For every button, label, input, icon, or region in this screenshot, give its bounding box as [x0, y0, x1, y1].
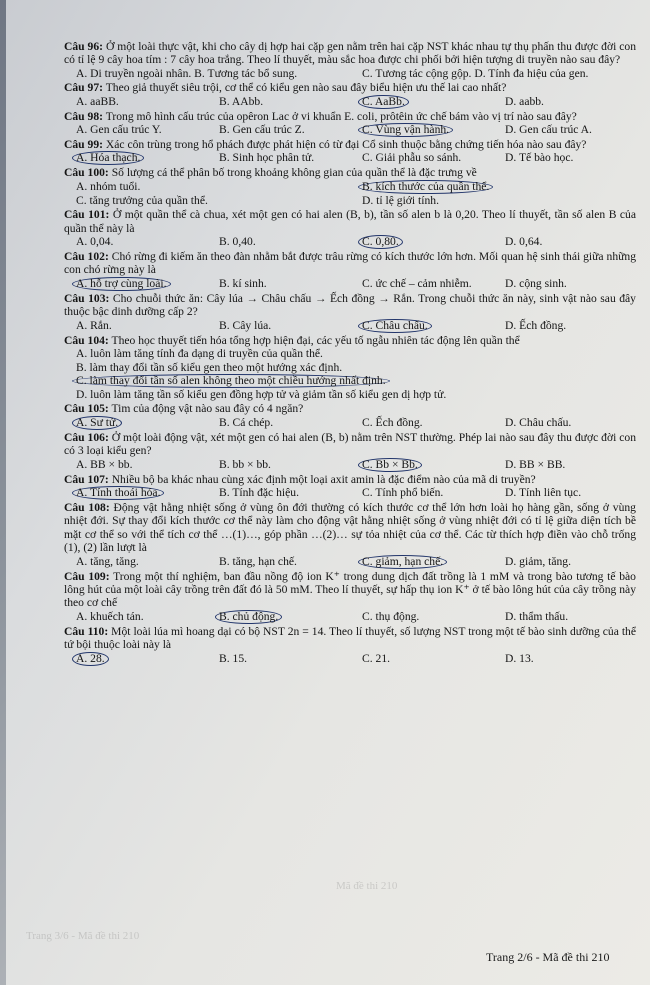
question	[64, 625, 636, 666]
answer-options	[64, 555, 636, 569]
question	[64, 431, 636, 472]
answer-text: C. tăng trưởng của quần thể.	[76, 193, 208, 207]
question	[64, 208, 636, 249]
answer-option	[207, 277, 350, 291]
answer-options	[64, 151, 636, 165]
answer-option	[64, 347, 636, 360]
circled-answer: A. hỗ trợ cùng loài.	[72, 277, 171, 291]
question-number: Câu 101:	[64, 208, 110, 222]
answer-option	[493, 277, 636, 291]
circled-answer: C. AaBb.	[358, 95, 409, 109]
question-stem	[64, 208, 636, 235]
question-text: Trong một thí nghiệm, ban đầu nồng độ ion K⁺ trong dung dịch đất trồng là 1 mM và trong bào tương tế bào lông hút của một loài cây trồng trên đất đó là 50 mM. Theo lí thuyết, sự hấp thụ ion K⁺ ở tế bào lông hút của cây trồng này theo cơ chế	[64, 569, 636, 610]
question	[64, 501, 636, 569]
answer-option	[350, 151, 493, 165]
answer-text: B. Cây lúa.	[219, 318, 272, 332]
answer-option	[64, 235, 207, 249]
answer-option	[350, 235, 493, 249]
circled-answer: A. Hóa thạch.	[72, 151, 144, 165]
question-stem	[64, 250, 636, 277]
answer-option	[64, 388, 636, 401]
circled-answer: A. Sư tử.	[72, 416, 122, 430]
circled-answer: C. Vùng vận hành.	[358, 123, 453, 137]
question-number: Câu 108:	[64, 500, 110, 514]
answer-option	[350, 555, 493, 569]
bleedthrough-text: Mã đề thi 210	[336, 880, 398, 892]
question	[64, 81, 636, 108]
question-stem	[64, 402, 636, 415]
circled-answer: B. kích thước của quần thể.	[358, 180, 493, 194]
answer-option	[493, 555, 636, 569]
answer-text: A. khuếch tán.	[76, 609, 144, 623]
question-stem	[64, 110, 636, 123]
question-text: Cho chuỗi thức ăn: Cây lúa → Châu chấu → Ếch đồng → Rắn. Trong chuỗi thức ăn này, sinh vật nào sau đây thuộc bậc dinh dưỡng cấp 2?	[64, 291, 636, 319]
answer-options	[64, 123, 636, 137]
circled-answer: C. Bb × Bb.	[358, 458, 422, 472]
answer-text: D. 13.	[505, 651, 534, 665]
answer-text: C. 21.	[362, 651, 391, 665]
answer-text: B. 0,40.	[219, 235, 256, 249]
answer-option	[493, 235, 636, 249]
question-text: Trong mô hình cấu trúc của opêron Lac ở vi khuẩn E. coli, prôtêin ức chế bám vào vị trí nào sau đây?	[105, 109, 577, 123]
question-text: Ở một loài động vật, xét một gen có hai alen (B, b) nằm trên NST thường. Phép lai nào sau đây thu được đời con có 3 loại kiểu gen?	[64, 430, 636, 458]
question-number: Câu 96:	[64, 40, 103, 53]
question-number: Câu 109:	[64, 569, 110, 583]
answer-option	[350, 277, 493, 291]
answer-option	[493, 416, 636, 430]
answer-option	[493, 123, 636, 137]
bleedthrough-text: Trang 3/6 - Mã đề thi 210	[26, 930, 140, 942]
question-stem	[64, 501, 636, 555]
question-number: Câu 104:	[64, 333, 109, 347]
circled-answer: C. giảm, hạn chế.	[358, 555, 447, 569]
question-number: Câu 98:	[64, 109, 103, 123]
answer-text: D. aabb.	[505, 94, 544, 108]
answer-text: B. tăng, hạn chế.	[219, 554, 297, 568]
answer-option	[350, 123, 493, 137]
answer-option	[64, 277, 207, 291]
question-number: Câu 99:	[64, 138, 103, 152]
circled-answer: B. chủ động.	[215, 610, 282, 624]
answer-option	[493, 319, 636, 333]
answer-options	[64, 458, 636, 472]
question-list	[64, 40, 636, 667]
answer-options	[64, 652, 636, 666]
answer-text: A. Di truyền ngoài nhân. B. Tương tác bổ sung.	[76, 66, 298, 80]
question-number: Câu 100:	[64, 166, 109, 180]
answer-text: C. Tính phổ biến.	[362, 485, 444, 499]
page-footer: Trang 2/6 - Mã đề thi 210	[486, 950, 610, 964]
answer-option	[207, 610, 350, 624]
answer-text: B. Sinh học phân tử.	[219, 151, 315, 165]
answer-text: C. ức chế – cảm nhiễm.	[362, 276, 472, 290]
answer-text: B. AAbb.	[219, 94, 264, 108]
circled-answer: A. 28.	[72, 652, 109, 666]
answer-options	[64, 235, 636, 249]
answer-option	[64, 180, 350, 194]
question	[64, 110, 636, 137]
answer-options	[64, 416, 636, 430]
answer-text: C. Giải phẫu so sánh.	[362, 151, 462, 165]
question-stem	[64, 431, 636, 458]
question-text: Chó rừng đi kiếm ăn theo đàn nhằm bắt được trâu rừng có kích thước lớn hơn. Mối quan hệ sinh thái giữa những con chó rừng này là	[64, 250, 636, 277]
question	[64, 292, 636, 333]
answer-option	[350, 67, 636, 80]
answer-text: B. 15.	[219, 651, 248, 665]
answer-options	[64, 347, 636, 401]
answer-option	[64, 67, 350, 80]
question-stem	[64, 625, 636, 652]
answer-option	[64, 486, 207, 500]
answer-options	[64, 180, 636, 207]
answer-text: C. Tương tác cộng gộp. D. Tính đa hiệu của gen.	[362, 66, 589, 80]
answer-option	[207, 123, 350, 137]
answer-option	[64, 194, 350, 207]
answer-options	[64, 486, 636, 500]
question-number: Câu 103:	[64, 291, 110, 305]
question-stem	[64, 40, 636, 67]
answer-text: A. 0,04.	[76, 235, 114, 249]
circled-answer: C. Châu chấu.	[358, 319, 432, 333]
answer-text: D. luôn làm tăng tần số kiểu gen đồng hợp tử và giảm tần số kiểu gen dị hợp tử.	[76, 387, 447, 401]
question-number: Câu 97:	[64, 81, 103, 95]
answer-option	[207, 555, 350, 569]
answer-text: A. tăng, tăng.	[76, 554, 139, 568]
question-number: Câu 110:	[64, 624, 109, 638]
question-stem	[64, 473, 636, 486]
answer-text: D. cộng sinh.	[505, 276, 567, 290]
answer-text: D. giảm, tăng.	[505, 554, 572, 568]
question-stem	[64, 166, 636, 179]
question	[64, 138, 636, 165]
question	[64, 334, 636, 402]
answer-option	[64, 416, 207, 430]
answer-text: B. làm thay đổi tần số kiểu gen theo một hướng xác định.	[76, 360, 343, 374]
question	[64, 473, 636, 500]
circled-answer: C. 0,80.	[358, 235, 403, 249]
answer-text: A. nhóm tuổi.	[76, 179, 141, 193]
question-text: Tim của động vật nào sau đây có 4 ngăn?	[111, 402, 304, 416]
answer-option	[64, 151, 207, 165]
answer-option	[493, 652, 636, 666]
answer-text: A. BB × bb.	[76, 457, 133, 471]
answer-option	[350, 610, 493, 624]
answer-options	[64, 95, 636, 109]
question	[64, 166, 636, 207]
answer-option	[350, 416, 493, 430]
answer-text: D. Tính liên tục.	[505, 485, 582, 499]
question-text: Động vật hằng nhiệt sống ở vùng ôn đới thường có kích thước cơ thể lớn hơn loài họ hàng gần, sống ở vùng nhiệt đới. Sự thay đổi kích thước cơ thể này làm cho động vật hằng nhiệt sống ở vùng nhiệt đới có tỉ lệ giữa diện tích bề mặt cơ thể so với thể tích cơ thể …(1)…, góp phần …(2)… sự tỏa nhiệt của cơ thể. Các từ thích hợp điền vào chỗ trống (1), (2) lần lượt là	[64, 500, 636, 555]
answer-option	[64, 555, 207, 569]
question-number: Câu 106:	[64, 430, 109, 444]
question-number: Câu 107:	[64, 472, 109, 486]
question-text: Một loài lúa mì hoang dại có bộ NST 2n = 14. Theo lí thuyết, số lượng NST trong một tế bào sinh dưỡng của thể tứ bội thuộc loài này là	[64, 624, 636, 652]
answer-option	[207, 95, 350, 109]
answer-option	[493, 151, 636, 165]
answer-option	[350, 652, 493, 666]
answer-text: C. thụ động.	[362, 609, 420, 623]
answer-option	[350, 319, 493, 333]
answer-text: D. thẩm thấu.	[505, 609, 569, 623]
question-stem	[64, 570, 636, 610]
answer-option	[207, 486, 350, 500]
answer-option	[207, 416, 350, 430]
answer-text: A. Gen cấu trúc Y.	[76, 123, 162, 137]
question-stem	[64, 138, 636, 151]
question-stem	[64, 292, 636, 319]
answer-options	[64, 67, 636, 80]
question-number: Câu 102:	[64, 250, 109, 264]
answer-option	[493, 610, 636, 624]
question	[64, 570, 636, 624]
answer-option	[207, 652, 350, 666]
answer-option	[350, 486, 493, 500]
answer-text: B. bb × bb.	[219, 457, 271, 471]
question-stem	[64, 81, 636, 94]
answer-option	[350, 458, 493, 472]
answer-option	[493, 95, 636, 109]
answer-text: D. Ếch đồng.	[505, 318, 567, 332]
question-text: Số lượng cá thể phân bố trong khoảng không gian của quần thể là đặc trưng về	[111, 166, 477, 180]
question	[64, 402, 636, 429]
answer-text: D. BB × BB.	[505, 457, 566, 471]
question-number: Câu 105:	[64, 402, 109, 416]
answer-text: B. Cá chép.	[219, 415, 274, 429]
answer-options	[64, 610, 636, 624]
answer-text: A. Rắn.	[76, 318, 112, 332]
question	[64, 40, 636, 80]
question-text: Nhiều bộ ba khác nhau cùng xác định một loại axit amin là đặc điểm nào của mã di truyền?	[111, 472, 536, 486]
answer-option	[64, 652, 207, 666]
circled-answer: C. làm thay đổi tần số alen không theo một chiều hướng nhất định.	[72, 374, 390, 388]
answer-option	[207, 319, 350, 333]
answer-option	[64, 374, 636, 388]
answer-option	[64, 319, 207, 333]
answer-option	[493, 458, 636, 472]
answer-option	[207, 235, 350, 249]
question-stem	[64, 334, 636, 347]
answer-option	[64, 361, 636, 374]
answer-option	[64, 458, 207, 472]
answer-text: B. Gen cấu trúc Z.	[219, 123, 305, 137]
question-text: Ở một loài thực vật, khi cho cây dị hợp hai cặp gen nằm trên hai cặp NST khác nhau tự thụ phấn thu được đời con có tỉ lệ 9 cây hoa tím : 7 cây hoa trắng. Theo lí thuyết, màu sắc hoa được chi phối bởi hiện tượng di truyền nào sau đây?	[64, 40, 636, 67]
answer-option	[207, 151, 350, 165]
answer-text: A. luôn làm tăng tính đa dạng di truyền của quần thể.	[76, 347, 323, 361]
question-text: Theo học thuyết tiến hóa tổng hợp hiện đại, các yếu tố ngẫu nhiên tác động lên quần thể	[111, 333, 520, 347]
question-text: Xác côn trùng trong hổ phách được phát hiện có từ đại Cổ sinh thuộc bằng chứng tiến hóa nào sau đây?	[105, 138, 587, 152]
answer-text: D. 0,64.	[505, 235, 543, 249]
answer-text: A. aaBB.	[76, 94, 119, 108]
answer-option	[350, 95, 493, 109]
answer-text: D. tỉ lệ giới tính.	[362, 193, 439, 207]
answer-option	[350, 180, 636, 194]
question	[64, 250, 636, 291]
answer-options	[64, 319, 636, 333]
answer-option	[64, 95, 207, 109]
answer-option	[64, 123, 207, 137]
answer-option	[350, 194, 636, 207]
answer-text: D. Châu chấu.	[505, 415, 572, 429]
question-text: Theo giả thuyết siêu trội, cơ thể có kiểu gen nào sau đây biểu hiện ưu thế lai cao nhất?	[105, 81, 507, 95]
answer-options	[64, 277, 636, 291]
answer-option	[64, 610, 207, 624]
answer-option	[207, 458, 350, 472]
answer-text: B. Tính đặc hiệu.	[219, 485, 299, 499]
answer-text: C. Ếch đồng.	[362, 415, 423, 429]
answer-text: D. Gen cấu trúc A.	[505, 123, 592, 137]
answer-text: D. Tế bào học.	[505, 151, 574, 165]
exam-paper	[6, 0, 650, 985]
question-text: Ở một quần thể cà chua, xét một gen có hai alen (B, b), tần số alen b là 0,20. Theo lí thuyết, tần số alen B của quần thể này là	[64, 208, 636, 235]
answer-option	[493, 486, 636, 500]
answer-text: B. kí sinh.	[219, 276, 267, 290]
circled-answer: A. Tính thoái hóa.	[72, 486, 164, 500]
